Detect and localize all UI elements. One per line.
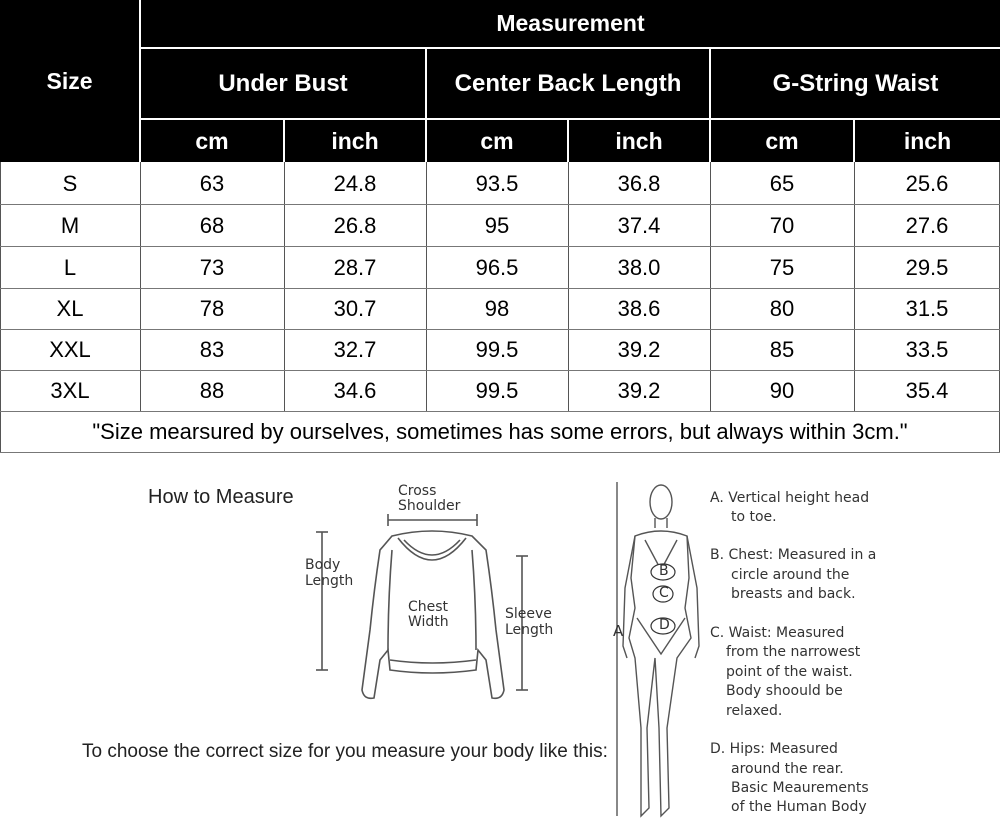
table-cell: 75 [769, 255, 795, 280]
size-cell: S [62, 171, 78, 196]
cross-shoulder-label: Cross [398, 483, 437, 499]
table-cell: 93.5 [475, 171, 519, 196]
center-back-length-header: Center Back Length [427, 49, 709, 118]
body-measurement-figure [605, 478, 715, 823]
body-length-label: Body [305, 557, 341, 573]
note-line: breasts and back. [731, 586, 856, 602]
table-cell: 98 [484, 296, 510, 321]
table-cell: 70 [769, 213, 795, 238]
measurement-header: Measurement [141, 0, 1000, 47]
unit-cm-header: cm [141, 120, 283, 162]
note-line: Body shoould be [726, 683, 843, 699]
how-to-measure-title: How to Measure [148, 486, 294, 508]
table-cell: 73 [199, 255, 225, 280]
note-line: point of the waist. [726, 664, 853, 680]
table-cell: 38.0 [617, 255, 661, 280]
table-cell: 28.7 [333, 255, 377, 280]
table-cell: 29.5 [905, 255, 949, 280]
figure-letter-d: D [659, 617, 670, 633]
unit-inch-header: inch [285, 120, 425, 162]
size-cell: L [63, 255, 77, 280]
table-cell: 37.4 [617, 213, 661, 238]
figure-letter-b: B [659, 563, 669, 579]
table-cell: 96.5 [475, 255, 519, 280]
note-line: relaxed. [726, 703, 783, 719]
unit-inch-header: inch [855, 120, 1000, 162]
note-line: Basic Meaurements [731, 780, 869, 796]
table-cell: 33.5 [905, 337, 949, 362]
note-line: A. Vertical height head [710, 490, 870, 506]
note-line: around the rear. [731, 761, 844, 777]
figure-letter-c: C [659, 585, 669, 601]
table-cell: 99.5 [475, 378, 519, 403]
table-cell: 27.6 [905, 213, 949, 238]
note-line: C. Waist: Measured [710, 625, 845, 641]
table-cell: 38.6 [617, 296, 661, 321]
table-cell: 30.7 [333, 296, 377, 321]
table-cell: 63 [199, 171, 225, 196]
chest-width-label: Chest [408, 599, 449, 615]
under-bust-header: Under Bust [141, 49, 425, 118]
g-string-waist-header: G-String Waist [711, 49, 1000, 118]
unit-cm-header: cm [711, 120, 853, 162]
unit-cm-header: cm [427, 120, 567, 162]
table-cell: 35.4 [905, 378, 949, 403]
size-cell: 3XL [50, 378, 90, 403]
size-cell: XXL [49, 337, 91, 362]
table-cell: 88 [199, 378, 225, 403]
figure-letter-a: A [613, 622, 624, 640]
measure-instruction: To choose the correct size for you measure your body like this: [82, 741, 608, 762]
table-cell: 85 [769, 337, 795, 362]
table-cell: 90 [769, 378, 795, 403]
table-cell: 34.6 [333, 378, 377, 403]
table-cell: 95 [484, 213, 510, 238]
table-cell: 32.7 [333, 337, 377, 362]
body-length-label: Length [305, 573, 354, 589]
note-line: from the narrowest [726, 644, 861, 660]
cross-shoulder-label: Shoulder [398, 498, 461, 514]
size-header: Size [0, 0, 139, 162]
table-cell: 26.8 [333, 213, 377, 238]
table-cell: 68 [199, 213, 225, 238]
table-cell: 80 [769, 296, 795, 321]
sleeve-length-label: Length [505, 622, 554, 638]
note-line: to toe. [731, 509, 777, 525]
table-cell: 39.2 [617, 337, 661, 362]
note-line: D. Hips: Measured [710, 741, 838, 757]
note-line: of the Human Body [731, 799, 867, 815]
table-cell: 78 [199, 296, 225, 321]
note-line: circle around the [731, 567, 850, 583]
unit-inch-header: inch [569, 120, 709, 162]
chest-width-label: Width [408, 614, 449, 630]
table-cell: 25.6 [905, 171, 949, 196]
table-cell: 24.8 [333, 171, 377, 196]
size-cell: XL [56, 296, 84, 321]
measurement-disclaimer: "Size mearsured by ourselves, sometimes has some errors, but always within 3cm." [92, 419, 908, 444]
table-cell: 99.5 [475, 337, 519, 362]
table-cell: 83 [199, 337, 225, 362]
sleeve-length-label: Sleeve [505, 606, 552, 622]
table-cell: 31.5 [905, 296, 949, 321]
size-cell: M [60, 213, 80, 238]
table-cell: 39.2 [617, 378, 661, 403]
table-cell: 36.8 [617, 171, 661, 196]
table-cell: 65 [769, 171, 795, 196]
note-line: B. Chest: Measured in a [710, 547, 877, 563]
